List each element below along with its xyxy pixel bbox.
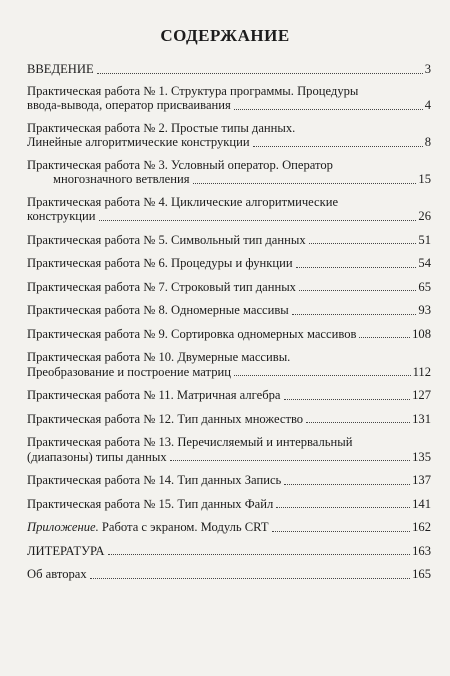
leader-dots <box>90 577 410 579</box>
table-of-contents <box>27 62 431 582</box>
toc-entry-practice-5[interactable] <box>27 233 431 248</box>
toc-entry-practice-14[interactable] <box>27 473 431 488</box>
toc-entry-appendix[interactable] <box>27 520 431 535</box>
toc-page-number: 93 <box>418 303 431 317</box>
toc-page-number: 165 <box>412 567 431 581</box>
toc-entry-text: Практическая работа № 12. Тип данных множество <box>27 411 304 426</box>
leader-dots <box>296 266 417 268</box>
leader-dots <box>284 483 410 485</box>
toc-page-number: 8 <box>424 135 431 149</box>
toc-entry-text-cont: Линейные алгоритмические конструкции <box>27 135 250 149</box>
leader-dots <box>292 313 417 315</box>
leader-dots <box>234 374 411 376</box>
leader-dots <box>272 530 411 532</box>
toc-page-number: 108 <box>412 326 431 341</box>
toc-entry-text: Практическая работа № 4. Циклические алгоритмические <box>27 194 339 209</box>
toc-entry-practice-12[interactable] <box>27 412 431 427</box>
toc-entry-text: Практическая работа № 3. Условный оператор. Оператор <box>27 157 333 172</box>
leader-dots <box>284 398 411 400</box>
leader-dots <box>309 242 417 244</box>
toc-entry-text-cont: конструкции <box>27 209 96 223</box>
toc-entry-practice-13[interactable] <box>27 435 431 464</box>
leader-dots <box>97 72 423 74</box>
toc-entry-text: Практическая работа № 5. Символьный тип данных <box>27 232 306 247</box>
toc-entry-about-authors[interactable] <box>27 567 431 582</box>
toc-entry-text: Практическая работа № 13. Перечисляемый и интервальный <box>27 435 353 449</box>
toc-entry-text: Практическая работа № 11. Матричная алгебра <box>27 388 281 402</box>
leader-dots <box>359 336 410 338</box>
leader-dots <box>170 459 410 461</box>
toc-entry-text-cont: ввода-вывода, оператор присваивания <box>27 98 231 112</box>
toc-page-number: 127 <box>412 388 431 402</box>
leader-dots <box>234 108 423 110</box>
toc-page-number: 131 <box>412 411 431 426</box>
page-title: СОДЕРЖАНИЕ <box>160 26 290 45</box>
toc-entry-practice-6[interactable] <box>27 256 431 271</box>
toc-entry-practice-2[interactable] <box>27 121 431 150</box>
toc-entry-practice-1[interactable] <box>27 84 431 113</box>
toc-entry-text: Практическая работа № 7. Строковый тип данных <box>27 279 296 294</box>
toc-entry-prefix: Приложение. <box>27 520 99 534</box>
toc-entry-text: ВВЕДЕНИЕ <box>27 62 94 76</box>
toc-page-number: 141 <box>412 496 431 511</box>
toc-entry-text: Практическая работа № 8. Одномерные массивы <box>27 303 289 317</box>
toc-page-number: 54 <box>418 256 431 270</box>
toc-page-number: 135 <box>412 449 431 464</box>
toc-page-number: 51 <box>418 232 431 247</box>
toc-entry-practice-11[interactable] <box>27 388 431 403</box>
toc-entry-practice-4[interactable] <box>27 195 431 224</box>
toc-entry-text: Практическая работа № 1. Структура программы. Процедуры <box>27 83 359 98</box>
toc-page-number: 162 <box>412 520 431 534</box>
toc-entry-practice-15[interactable] <box>27 497 431 512</box>
leader-dots <box>108 553 411 555</box>
toc-entry-practice-8[interactable] <box>27 303 431 318</box>
leader-dots <box>193 182 417 184</box>
toc-page-number: 15 <box>418 172 431 186</box>
toc-entry-text: Практическая работа № 15. Тип данных Файл <box>27 496 274 511</box>
toc-page-number: 3 <box>424 62 431 76</box>
toc-entry-text-cont: Преобразование и построение матриц <box>27 364 231 379</box>
toc-entry-text: Работа с экраном. Модуль CRT <box>98 520 269 534</box>
toc-page-number: 4 <box>424 98 431 112</box>
toc-entry-text-cont: многозначного ветвления <box>53 172 190 186</box>
toc-page-number: 112 <box>412 364 431 379</box>
toc-entry-practice-7[interactable] <box>27 280 431 295</box>
toc-entry-text: Об авторах <box>27 567 87 581</box>
toc-entry-text-cont: (диапазоны) типы данных <box>27 449 167 464</box>
toc-entry-practice-10[interactable] <box>27 350 431 379</box>
leader-dots <box>99 219 417 221</box>
leader-dots <box>276 506 410 508</box>
toc-entry-text: Практическая работа № 2. Простые типы данных. <box>27 120 296 135</box>
toc-page-number: 65 <box>418 279 431 294</box>
toc-entry-text: Практическая работа № 6. Процедуры и функции <box>27 256 293 270</box>
toc-entry-practice-3[interactable] <box>27 158 431 187</box>
toc-entry-text: Практическая работа № 14. Тип данных Запись <box>27 473 282 487</box>
leader-dots <box>299 289 416 291</box>
toc-page-number: 26 <box>418 209 431 223</box>
toc-entry-practice-9[interactable] <box>27 327 431 342</box>
toc-page-number: 163 <box>412 543 431 558</box>
toc-entry-text: Практическая работа № 9. Сортировка одномерных массивов <box>27 326 357 341</box>
toc-page-number: 137 <box>412 473 431 487</box>
leader-dots <box>306 421 410 423</box>
toc-entry-introduction[interactable] <box>27 62 431 77</box>
leader-dots <box>253 145 423 147</box>
toc-entry-text: ЛИТЕРАТУРА <box>27 543 105 558</box>
toc-entry-literature[interactable] <box>27 544 431 559</box>
toc-entry-text: Практическая работа № 10. Двумерные массивы. <box>27 350 291 364</box>
